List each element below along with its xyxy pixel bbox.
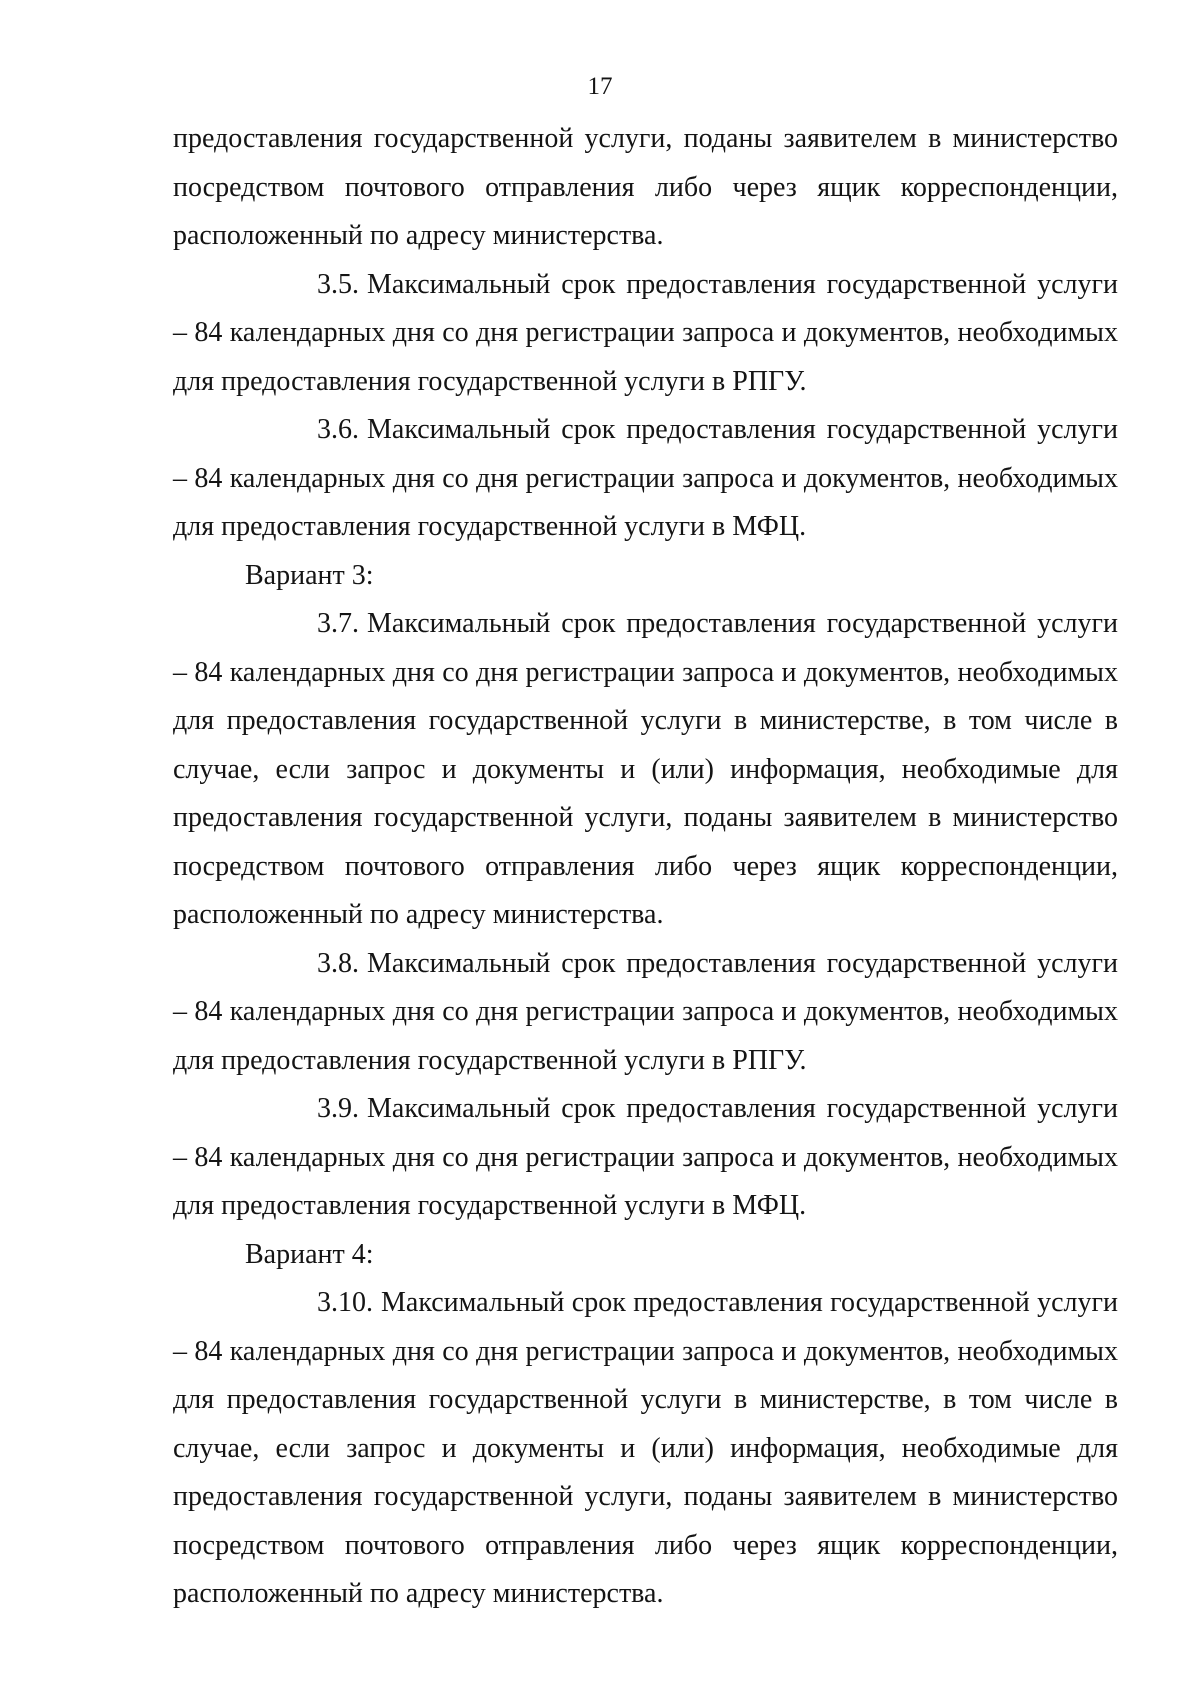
paragraph-3-9 [173,1085,1118,1231]
paragraph-text: Максимальный срок предоставления государственной услуги – 84 календарных дня со дня регистрации запроса и документов, необходимых для предоставления государственной услуги в министерстве, в том числе в случае, если запрос и документы и (или) информация, необходимые для предоставления государственной услуги, поданы заявителем в министерство посредством почтового отправления либо через ящик корреспонденции, расположенный по адресу министерства. [173,1287,1118,1609]
paragraph-text: Максимальный срок предоставления государственной услуги – 84 календарных дня со дня регистрации запроса и документов, необходимых для предоставления государственной услуги в РПГУ. [173,947,1118,1076]
variant-heading-text: Вариант 4: [245,1238,374,1270]
variant-heading-text: Вариант 3: [245,559,374,591]
paragraph-number: 3.10. [317,1287,373,1318]
paragraph-3-7 [173,600,1118,940]
paragraph-number: 3.9. [317,1093,359,1124]
variant-4-heading [173,1231,1118,1280]
paragraph-text: Максимальный срок предоставления государственной услуги – 84 календарных дня со дня регистрации запроса и документов, необходимых для предоставления государственной услуги в МФЦ. [173,414,1118,542]
paragraph-text: Максимальный срок предоставления государственной услуги – 84 календарных дня со дня регистрации запроса и документов, необходимых для предоставления государственной услуги в МФЦ. [173,1093,1118,1221]
variant-3-heading [173,552,1118,601]
paragraph-3-6 [173,406,1118,552]
paragraph-continuation [173,115,1118,261]
paragraph-3-5 [173,261,1118,407]
page-number: 17 [587,73,613,100]
document-body [173,115,1118,1619]
paragraph-text: Максимальный срок предоставления государственной услуги – 84 календарных дня со дня регистрации запроса и документов, необходимых для предоставления государственной услуги в РПГУ. [173,268,1118,397]
paragraph-text: предоставления государственной услуги, поданы заявителем в министерство посредством почтового отправления либо через ящик корреспонденции, расположенный по адресу министерства. [173,123,1118,251]
paragraph-number: 3.8. [317,947,359,979]
paragraph-number: 3.7. [317,608,359,639]
paragraph-3-10 [173,1279,1118,1619]
paragraph-number: 3.5. [317,268,359,300]
paragraph-text: Максимальный срок предоставления государственной услуги – 84 календарных дня со дня регистрации запроса и документов, необходимых для предоставления государственной услуги в министерстве, в том числе в случае, если запрос и документы и (или) информация, необходимые для предоставления государственной услуги, поданы заявителем в министерство посредством почтового отправления либо через ящик корреспонденции, расположенный по адресу министерства. [173,608,1118,930]
paragraph-number: 3.6. [317,414,359,445]
paragraph-3-8 [173,940,1118,1086]
